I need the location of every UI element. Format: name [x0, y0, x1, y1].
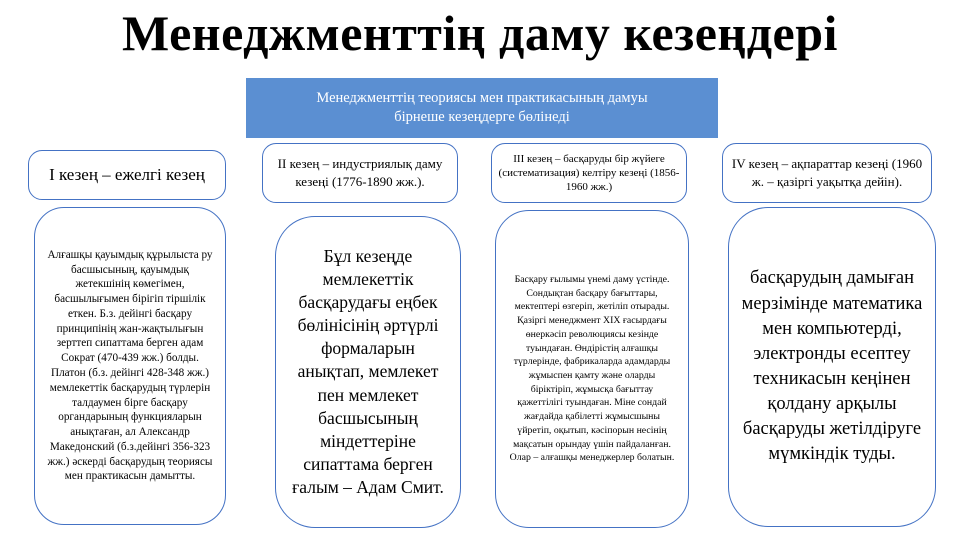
intro-banner — [246, 78, 718, 138]
stage-1-heading: І кезең – ежелгі кезең — [28, 150, 226, 200]
banner-line-2: бірнеше кезеңдерге бөлінеді — [394, 109, 570, 125]
stage-1-description: Алғашқы қауымдық құрылыста ру басшысының, қауымдық жетекшінің көмегімен, басшылығымен бірігіп тіршілік еткен. Б.з. дейінгі басқару принципінің жан-жақтылығын зерттеп сипаттама берген адам Сократ (470-439 жж.) болды. Платон (б.з. дейінгі 428-348 жж.) мемлекеттік басқарудың түрлерін талдаумен бірге басқару органдарының функцияларын анықтаған, ал Александр Македонский (б.з.дейінгі 356-323 жж.) әскерді басқарудың теориясы мен практикасын дамытты. — [34, 207, 226, 525]
stage-2-heading: ІІ кезең – индустриялық даму кезеңі (1776-1890 жж.). — [262, 143, 458, 203]
stage-2-description: Бұл кезеңде мемлекеттік басқарудағы еңбек бөлінісінің әртүрлі формаларын анықтап, мемлекет пен мемлекет басшысының міндеттеріне сипаттама берген ғалым – Адам Смит. — [275, 216, 461, 528]
banner-line-1: Менеджменттің теориясы мен практикасының дамуы — [316, 90, 648, 107]
page-title: Менеджменттің даму кезеңдері — [122, 5, 838, 61]
stage-3-heading: ІІІ кезең – басқаруды бір жүйеге (систематизация) келтіру кезеңі (1856-1960 жж.) — [491, 143, 687, 203]
stage-4-heading: ІV кезең – ақпараттар кезеңі (1960 ж. – қазіргі уақытқа дейін). — [722, 143, 932, 203]
stage-4-description: басқарудың дамыған мерзімінде математика мен компьютерді, электронды есептеу техникасын кеңінен қолдану арқылы басқаруды жетілдіруге мүмкіндік туды. — [728, 207, 936, 527]
stage-3-description: Басқару ғылымы үнемі даму үстінде. Сондықтан басқару бағыттары, мектептері өзгеріп, жетіліп отырады. Қазіргі менеджмент XIX ғасырдағы өнеркәсіп революциясы кезінде туындаған. Өндірістің алғашқы түрлерінде, фабрикаларда адамдарды жұмыспен қамту және оларды біріктіріп, жұмысқа бағыттау қажеттілігі туындаған. Міне сондай жағдайда қабілетті жұмысшыны үйретіп, оқытып, кәсіпорын несінің мақсатын орындау үшін пайдаланған. Олар – алғашқы менеджерлер болатын. — [495, 210, 689, 528]
